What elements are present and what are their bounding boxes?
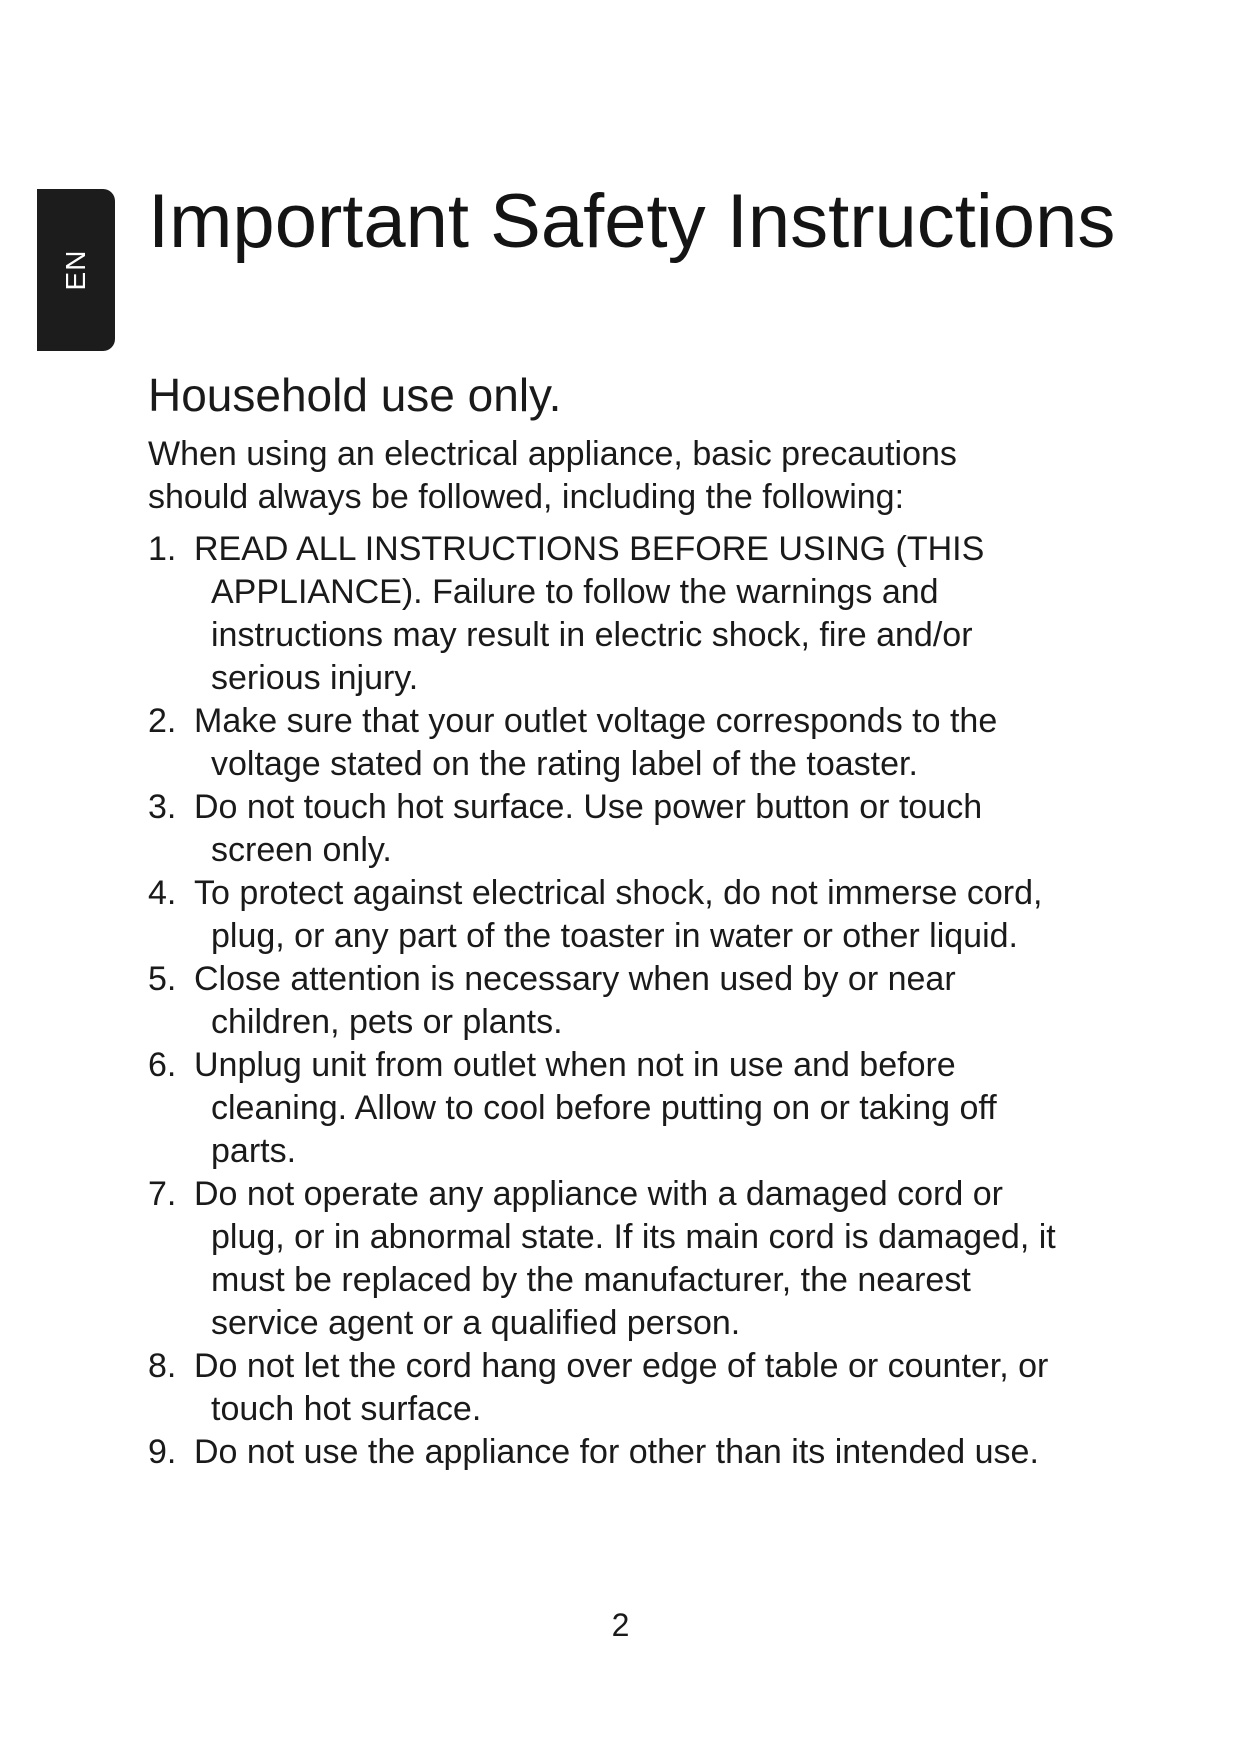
safety-instructions-list (148, 528, 1078, 1474)
page-number: 2 (611, 1607, 630, 1643)
list-item-number: 7. (148, 1175, 177, 1213)
list-item-number: 2. (148, 702, 177, 740)
list-item-number: 9. (148, 1433, 177, 1471)
list-item-text: Unplug unit from outlet when not in use and before cleaning. Allow to cool before putting on or taking off parts. (194, 1046, 997, 1170)
list-item (148, 1173, 1078, 1345)
list-item-number: 4. (148, 874, 177, 912)
list-item (148, 1431, 1078, 1474)
list-item-text: To protect against electrical shock, do not immerse cord, plug, or any part of the toaster in water or other liquid. (194, 874, 1043, 955)
list-item-text: Do not let the cord hang over edge of table or counter, or touch hot surface. (194, 1347, 1049, 1428)
list-item-text: Make sure that your outlet voltage corresponds to the voltage stated on the rating label of the toaster. (194, 702, 998, 783)
list-item-number: 6. (148, 1046, 177, 1084)
list-item (148, 872, 1078, 958)
list-item-number: 5. (148, 960, 177, 998)
list-item (148, 786, 1078, 872)
list-item (148, 700, 1078, 786)
list-item-number: 3. (148, 788, 177, 826)
list-item-text: Do not operate any appliance with a damaged cord or plug, or in abnormal state. If its main cord is damaged, it must be replaced by the manufacturer, the nearest service agent or a qualified person. (194, 1175, 1056, 1342)
list-item-text: READ ALL INSTRUCTIONS BEFORE USING (THIS APPLIANCE). Failure to follow the warnings and instructions may result in electric shock, fire and/or serious injury. (194, 530, 985, 697)
list-item (148, 528, 1078, 700)
page-subtitle: Household use only. (148, 369, 562, 421)
list-item-text: Do not touch hot surface. Use power button or touch screen only. (194, 788, 983, 869)
list-item-number: 1. (148, 530, 177, 568)
language-tab-label: EN (60, 249, 91, 291)
intro-paragraph: When using an electrical appliance, basic precautions should always be followed, including the following: (148, 435, 957, 516)
list-item (148, 1345, 1078, 1431)
list-item (148, 958, 1078, 1044)
list-item (148, 1044, 1078, 1173)
list-item-text: Do not use the appliance for other than its intended use. (194, 1433, 1039, 1471)
list-item-text: Close attention is necessary when used by or near children, pets or plants. (194, 960, 956, 1041)
language-tab (37, 189, 115, 351)
list-item-number: 8. (148, 1347, 177, 1385)
page-title: Important Safety Instructions (148, 179, 1116, 264)
